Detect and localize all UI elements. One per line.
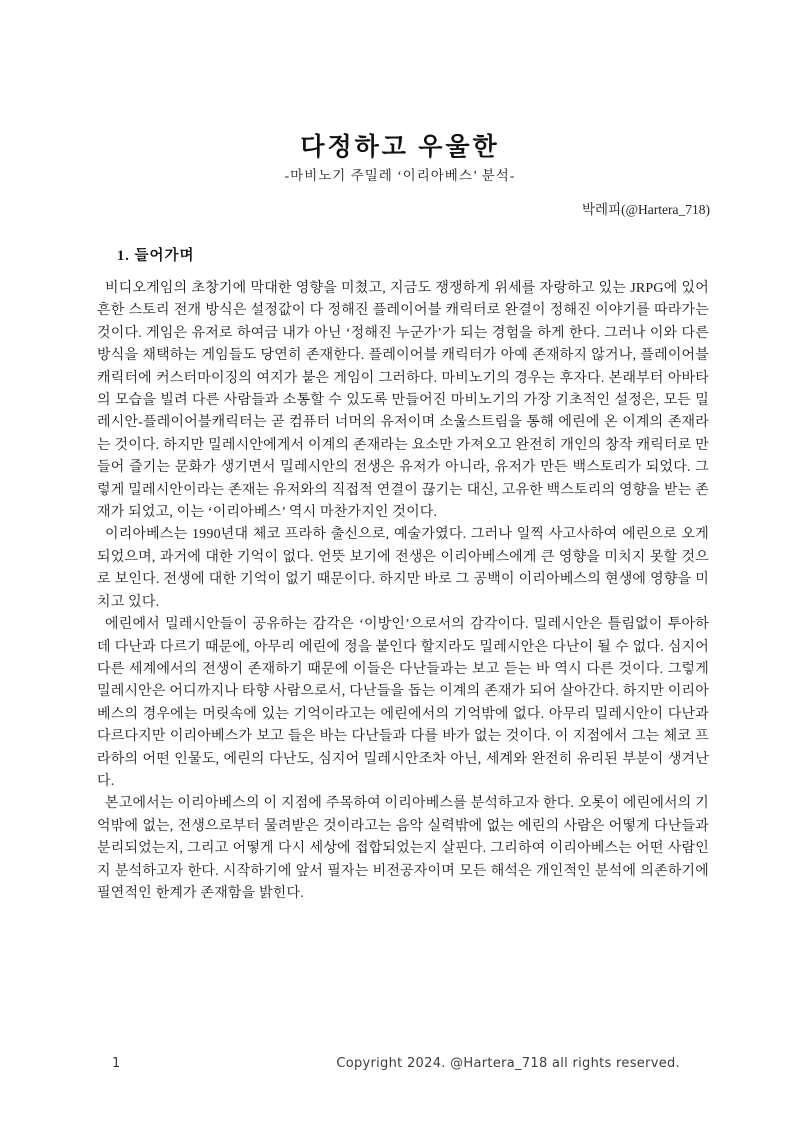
copyright-notice: Copyright 2024. @Hartera_718 all rights reserved.	[336, 1056, 680, 1071]
page-title: 다정하고 우울한	[300, 134, 500, 161]
author-byline: 박레피(@Hartera_718)	[581, 202, 710, 217]
document-body	[97, 278, 709, 905]
page-number: 1	[112, 1056, 121, 1071]
paragraph-thesis-statement: 본고에서는 이리아베스의 이 지점에 주목하여 이리아베스를 분석하고자 한다. 오롯이 에린에서의 기억밖에 없는, 전생으로부터 물려받은 것이라고는 음악 실력밖에 없는 에린의 사람은 어떻게 다난들과 분리되었는지, 그리고 어떻게 다시 세상에 접합되었는지 살핀다. 그리하여 이리아베스는 어떤 사람인지 분석하고자 한다. 시작하기에 앞서 필자는 비전공자이며 모든 해석은 개인적인 분석에 의존하기에 필연적인 한계가 존재함을 밝힌다.	[97, 796, 709, 901]
section-heading: 1. 들어가며	[117, 248, 195, 264]
paragraph-milletian-stranger: 에린에서 밀레시안들이 공유하는 감각은 ‘이방인’으로서의 감각이다. 밀레시안은 틀림없이 투아하 데 다난과 다르기 때문에, 아무리 에린에 정을 붙인다 할지라도 밀레시안은 다난이 될 수 없다. 심지어 다른 세계에서의 전생이 존재하기 때문에 이들은 다난들과는 보고 듣는 바 역시 다른 것이다. 그렇게 밀레시안은 어디까지나 타향 사람으로서, 다난들을 돕는 이계의 존재가 되어 살아간다. 하지만 이리아베스의 경우에는 머릿속에 있는 기억이라고는 에린에서의 기억밖에 없다. 아무리 밀레시안이 다난과 다르다지만 이리아베스가 보고 들은 바는 다난들과 다를 바가 없는 것이다. 이 지점에서 그는 체코 프라하의 어떤 인물도, 에린의 다난도, 심지어 밀레시안조차 아닌, 세계와 완전히 유리된 부분이 생겨난다.	[97, 617, 709, 789]
paragraph-iriabeth-background: 이리아베스는 1990년대 체코 프라하 출신으로, 예술가였다. 그러나 일찍 사고사하여 에린으로 오게 되었으며, 과거에 대한 기억이 없다. 언뜻 보기에 전생은 이리아베스에게 큰 영향을 미치지 못할 것으로 보인다. 전생에 대한 기억이 없기 때문이다. 하지만 바로 그 공백이 이리아베스의 현생에 영향을 미치고 있다.	[97, 527, 709, 610]
paragraph-intro: 비디오게임의 초창기에 막대한 영향을 미쳤고, 지금도 쟁쟁하게 위세를 자랑하고 있는 JRPG에 있어 흔한 스토리 전개 방식은 설정값이 다 정해진 플레이어블 캐릭터로 완결이 정해진 이야기를 따라가는 것이다. 게임은 유저로 하여금 내가 아닌 ‘정해진 누군가’가 되는 경험을 하게 한다. 그러나 이와 다른 방식을 채택하는 게임들도 당연히 존재한다. 플레이어블 캐릭터가 아예 존재하지 않거나, 플레이어블 캐릭터에 커스터마이징의 여지가 붙은 게임이 그러하다. 마비노기의 경우는 후자다. 본래부터 아바타의 모습을 빌려 다른 사람들과 소통할 수 있도록 만들어진 마비노기의 가장 기초적인 설정은, 모든 밀레시안-플레이어블캐릭터는 곧 컴퓨터 너머의 유저이며 소울스트림을 통해 에린에 온 이계의 존재라는 것이다. 하지만 밀레시안에게서 이계의 존재라는 요소만 가져오고 완전히 개인의 창작 캐릭터로 만들어 즐기는 문화가 생기면서 밀레시안의 전생은 유저가 아니라, 유저가 만든 백스토리가 되었다. 그렇게 밀레시안이라는 존재는 유저와의 직접적 연결이 끊기는 대신, 고유한 백스토리의 영향을 받는 존재가 되었고, 이는 ‘이리아베스’ 역시 마찬가지인 것이다.	[97, 281, 709, 521]
page-subtitle: -마비노기 주밀레 ‘이리아베스’ 분석-	[284, 168, 516, 183]
